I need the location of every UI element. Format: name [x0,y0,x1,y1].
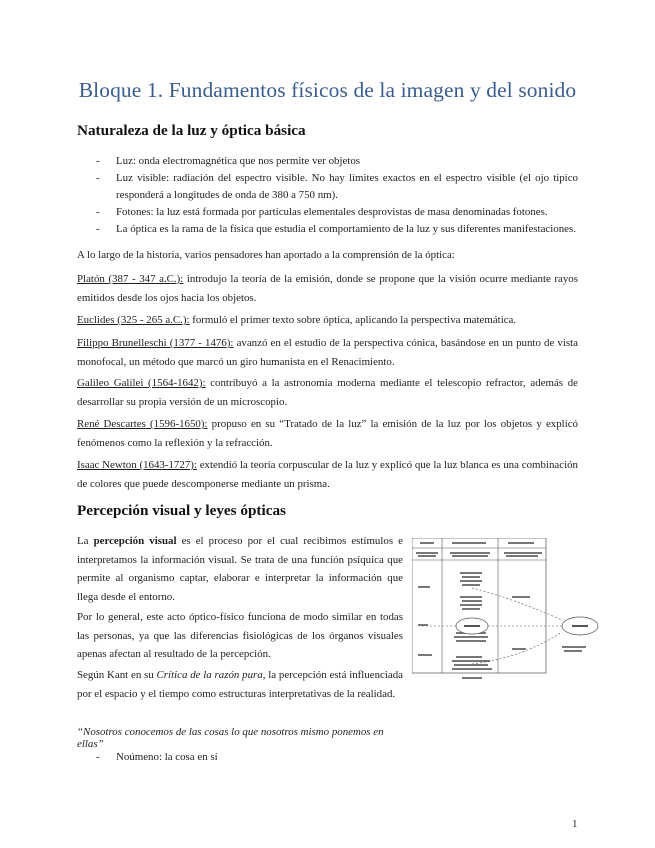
thinker-name: Filippo Brunelleschi (1377 - 1476): [77,337,234,349]
thinker-text: propuso en su “Tratado de la luz” la emisión de la luz por los objetos y explicó fenómenos como la reflexión y la refracción. [77,418,578,449]
perception-diagram [412,538,602,680]
thinker-name: René Descartes (1596-1650): [77,418,208,430]
bullet-item: - Luz visible: radiación del espectro visible. No hay límites exactos en el espectro visible (el ojo típico responderá a longitudes de onda de 380 a 750 nm). [96,170,578,204]
thinker-galileo [77,374,578,411]
bullet-item: - Luz: onda electromagnética que nos permite ver objetos [96,153,578,170]
text-run: , la percepción está influenciada por el espacio y el tiempo como estructuras interpretativas de la realidad. [77,669,404,700]
perception-paragraph-2: Por lo general, este acto óptico-físico funciona de modo similar en todas las personas, ya que las diferencias fisiológicas de los órganos visuales apenas afectan al resultado de la percepción. [77,611,403,660]
noumeno-list [96,749,578,766]
thinker-name: Platón (387 - 347 a.C.): [77,273,184,285]
bold-term: percepción visual [93,535,177,547]
section-heading-perception: Percepción visual y leyes ópticas [77,502,286,519]
bullet-item: - Noúmeno: la cosa en sí [96,749,578,766]
page-title: Bloque 1. Fundamentos físicos de la imagen y del sonido [78,78,577,102]
text-run: es el proceso por el cual recibimos estímulos e interpretamos la información visual. Se trata de una función psíquica que permite al organismo captar, elaborar e interpretar la información que llega desde el entorno. [77,535,403,603]
thinker-name: Euclides (325 - 265 a.C.): [77,314,190,326]
history-intro: A lo largo de la historia, varios pensadores han aportado a la comprensión de la óptica: [77,249,455,261]
thinker-newton [77,456,578,493]
thinker-text: formuló el primer texto sobre óptica, aplicando la perspectiva matemática. [189,314,517,326]
kant-quote: “Nosotros conocemos de las cosas lo que nosotros mismo ponemos en ellas” [77,726,384,750]
thinker-brunelleschi [77,334,578,371]
light-bullet-list [96,153,578,238]
thinker-plato [77,270,578,307]
perception-paragraph-1 [77,532,403,606]
thinker-name: Isaac Newton (1643-1727): [77,459,197,471]
bullet-item: - La óptica es la rama de la física que estudia el comportamiento de la luz y sus diferentes manifestaciones. [96,221,578,238]
page-number: 1 [572,818,578,830]
section-heading-light: Naturaleza de la luz y óptica básica [77,122,306,139]
text-run: Según Kant en su [77,669,157,681]
thinker-euclides [77,311,578,330]
diagram-arrow [472,588,562,620]
thinker-descartes [77,415,578,452]
thinker-name: Galileo Galilei (1564-1642): [77,377,206,389]
thinker-text: avanzó en el estudio de la perspectiva cónica, basándose en un punto de vista monofocal, un método que marcó un giro humanista en el Renacimiento. [77,337,578,368]
book-title: Crítica de la razón pura [156,669,263,681]
diagram-node-label [572,625,588,627]
perception-paragraph-3 [77,666,403,703]
bullet-item: - Fotones: la luz está formada por partículas elementales desprovistas de masa denominadas fotones. [96,204,578,221]
diagram-node-label [464,625,480,627]
thinker-text: introdujo la teoría de la emisión, donde se propone que la visión ocurre mediante rayos emitidos desde los ojos hacia los objetos. [77,273,578,304]
thinker-text: contribuyó a la astronomía moderna mediante el telescopio refractor, además de desarrollar su propia versión de un microscopio. [77,377,579,408]
thinker-text: extendió la teoría corpuscular de la luz y explicó que la luz blanca es una combinación de colores que puede descomponerse mediante un prisma. [77,459,578,490]
text-run: La [77,535,94,547]
